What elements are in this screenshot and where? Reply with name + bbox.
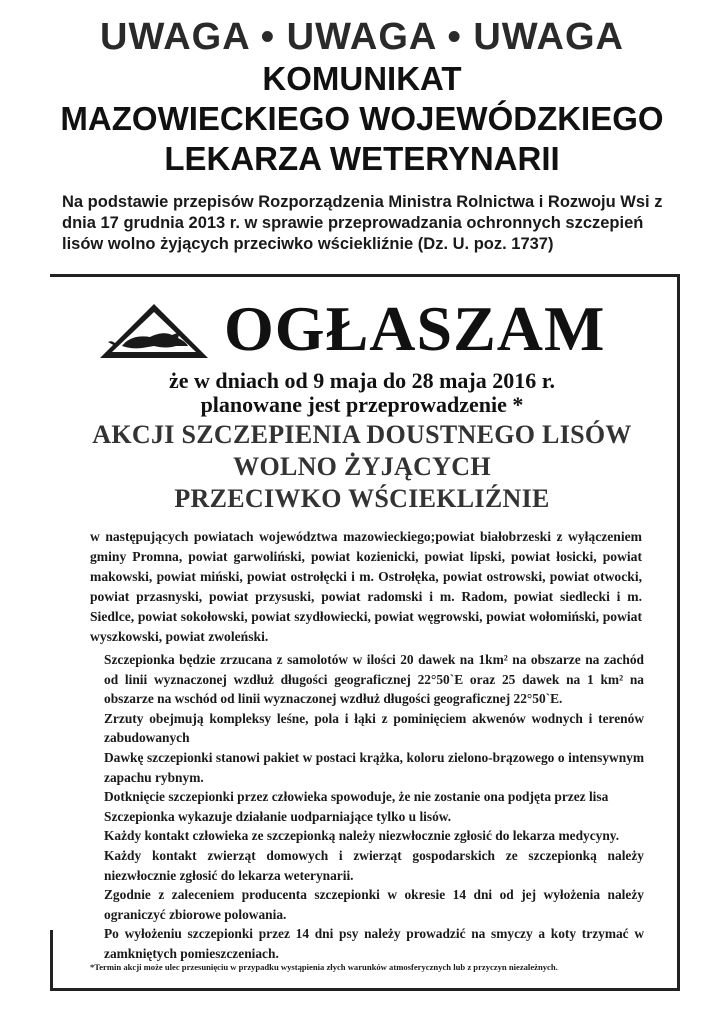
action-line-2: WOLNO ŻYJĄCYCH	[233, 452, 491, 481]
frame-top-border	[50, 274, 680, 277]
action-line-1: AKCJI SZCZEPIENIA DOUSTNEGO LISÓW	[92, 420, 632, 449]
issuer-line-2: LEKARZA WETERYNARII	[164, 140, 560, 177]
info-paragraph: Każdy kontakt zwierząt domowych i zwierząt gospodarskich ze szczepionką należy niezwłocznie zgłosić do lekarza weterynarii.	[104, 847, 644, 883]
footnote: *Termin akcji może ulec przesunięciu w przypadku wystąpienia złych warunków atmosferycznych lub z przyczyn niezależnych.	[90, 962, 558, 972]
dates-line-2: planowane jest przeprowadzenie *	[200, 392, 524, 417]
counties-paragraph: w następujących powiatach województwa mazowieckiego;powiat białobrzeski z wyłączeniem gminy Promna, powiat garwoliński, powiat kozienicki, powiat lipski, powiat łosicki, powiat makowski, powiat miński, powiat ostrołęcki i m. Ostrołęka, powiat ostrowski, powiat otwocki, powiat przasnyski, powiat przysuski, powiat radomski i m. Radom, powiat siedlecki i m. Siedlce, powiat sokołowski, powiat szydłowiecki, powiat węgrowski, powiat wołomiński, powiat wyszkowski, powiat zwoleński.	[90, 529, 642, 644]
info-paragraph: Dotknięcie szczepionki przez człowieka spowoduje, że nie zostanie ona podjęta przez lisa	[104, 789, 609, 805]
info-paragraph: Dawkę szczepionki stanowi pakiet w postaci krążka, koloru zielono-brązowego o intensywnym zapachu rybnym.	[104, 749, 644, 785]
info-paragraph: Zgodnie z zaleceniem producenta szczepionki w okresie 14 dni od jej wyłożenia należy ograniczyć zbiorowe polowania.	[104, 887, 644, 922]
legal-basis: Na podstawie przepisów Rozporządzenia Ministra Rolnictwa i Rozwoju Wsi z dnia 17 grudnia 2013 r. w sprawie przeprowadzania ochronnych szczepień lisów wolno żyjących przeciwko wściekliźnie (Dz. U. poz. 1737)	[62, 193, 663, 253]
info-paragraph: Szczepionka będzie zrzucana z samolotów w ilości 20 dawek na 1km² na obszarze na zachód od linii wyznaczonej wzdłuż długości geograficznej 22°50`E oraz 25 dawek na 1 km² na obszarze na wschód od linii wyznaczonej wzdłuż długości geograficznej 22°50`E.	[104, 652, 644, 707]
frame-bottom-border	[50, 988, 680, 991]
info-paragraph: Po wyłożeniu szczepionki przez 14 dni psy należy prowadzić na smyczy a koty trzymać w zamkniętych pomieszczeniach.	[104, 926, 644, 961]
info-paragraph: Szczepionka wykazuje działanie uodparniające tylko u lisów.	[104, 808, 452, 824]
dates-line-1: że w dniach od 9 maja do 28 maja 2016 r.	[168, 368, 556, 393]
uwaga-heading: UWAGA • UWAGA • UWAGA	[100, 16, 624, 58]
info-paragraph: Każdy kontakt człowieka ze szczepionką należy niezwłocznie zgłosić do lekarza medycyny.	[104, 828, 620, 844]
issuer-line-1: MAZOWIECKIEGO WOJEWÓDZKIEGO	[60, 100, 664, 137]
fox-warning-triangle-icon	[98, 302, 210, 360]
oglaszam-heading: OGŁASZAM	[224, 293, 606, 364]
info-block	[104, 650, 644, 964]
komunikat-heading: KOMUNIKAT	[262, 60, 462, 97]
info-paragraph: Zrzuty obejmują kompleksy leśne, pola i łąki z pominięciem akwenów wodnych i terenów zabudowanych	[104, 710, 644, 746]
action-line-3: PRZECIWKO WŚCIEKLIŹNIE	[174, 484, 550, 513]
frame-left-border	[50, 930, 53, 991]
